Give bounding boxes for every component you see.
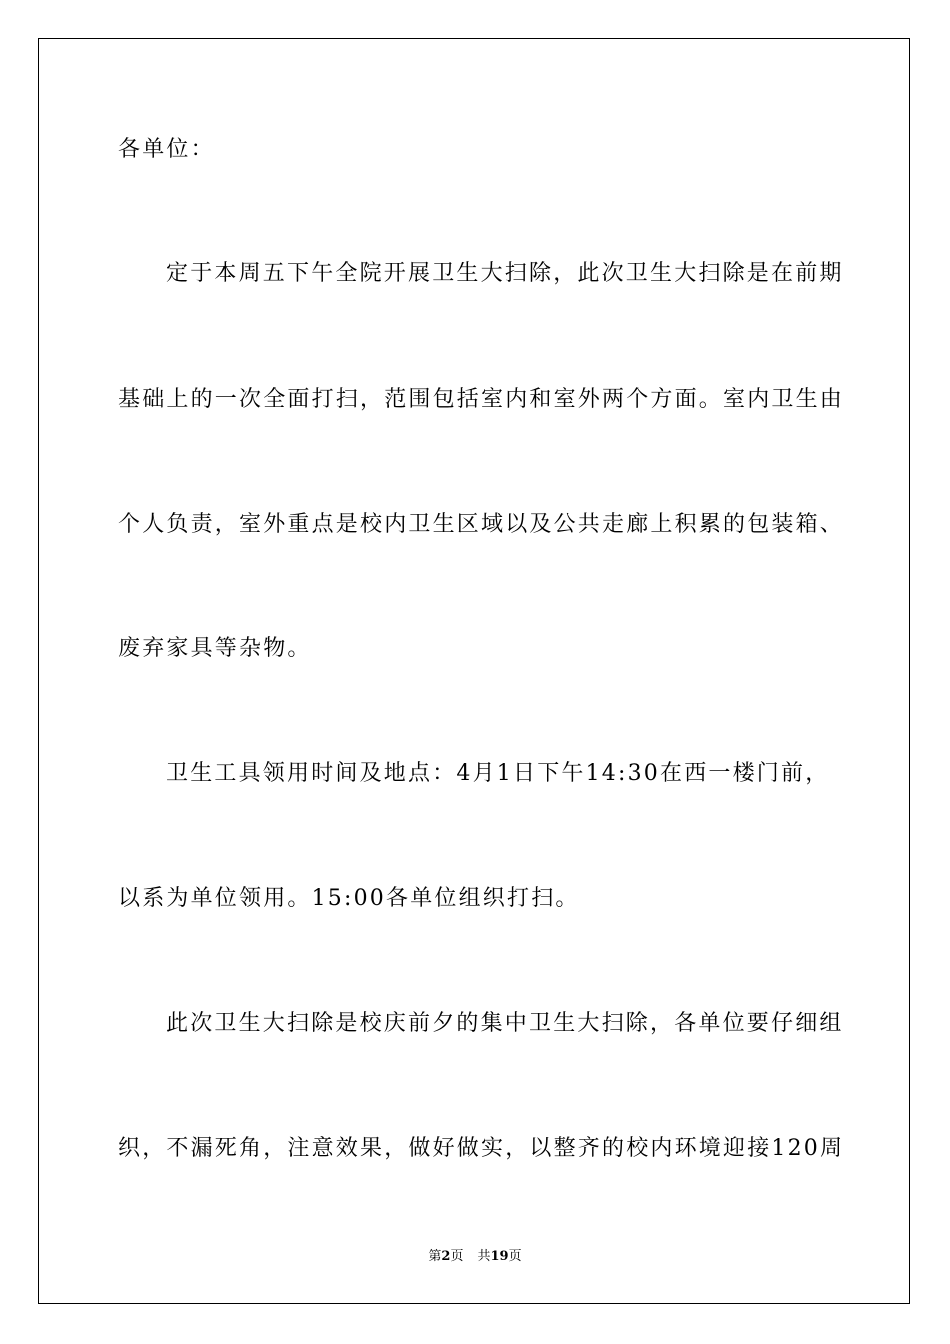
paragraph-line: 卫生工具领用时间及地点：4月1日下午14:30在西一楼门前， [166,761,830,786]
paragraph-line: 以系为单位领用。15:00各单位组织打扫。 [118,886,580,911]
salutation: 各单位： [118,137,215,162]
total-suffix: 页 [508,1249,522,1264]
paragraph-line: 基础上的一次全面打扫，范围包括室内和室外两个方面。室内卫生由 [118,387,845,412]
paragraph-line: 个人负责，室外重点是校内卫生区域以及公共走廊上积累的包装箱、 [118,512,845,537]
paragraph-line: 废弃家具等杂物。 [118,636,312,661]
page-suffix: 页 [450,1249,464,1264]
total-prefix: 共 [477,1249,491,1264]
page-number: 2 [441,1249,451,1264]
page-border [38,38,910,1304]
paragraph-line: 织，不漏死角，注意效果，做好做实，以整齐的校内环境迎接120周 [118,1136,845,1161]
paragraph-line: 定于本周五下午全院开展卫生大扫除，此次卫生大扫除是在前期 [166,261,844,286]
total-pages: 19 [490,1249,509,1264]
paragraph-line: 此次卫生大扫除是校庆前夕的集中卫生大扫除，各单位要仔细组 [166,1011,844,1036]
page-footer [0,1248,950,1266]
page-prefix: 第 [428,1249,442,1264]
